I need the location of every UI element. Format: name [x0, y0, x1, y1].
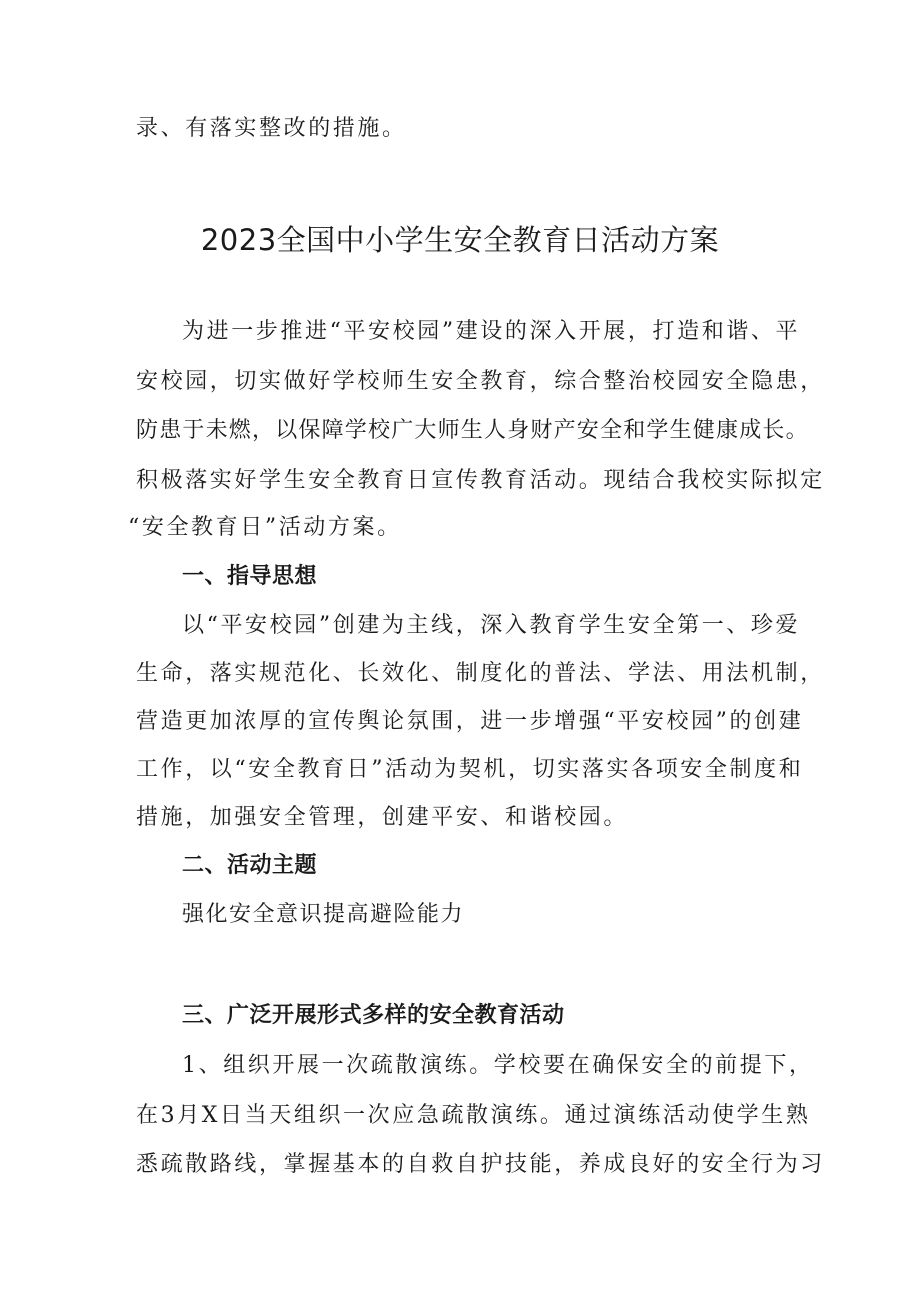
preamble-line-5: “安全教育日”活动方案。 [128, 515, 402, 540]
intro-tail-text: 录、有落实整改的措施。 [136, 116, 407, 141]
section-3-line-1: 1、组织开展一次疏散演练。学校要在确保安全的前提下， [182, 1053, 814, 1078]
section-1-line-2: 生命，落实规范化、长效化、制度化的普法、学法、用法机制， [136, 661, 825, 686]
section-1-line-5: 措施，加强安全管理，创建平安、和谐校园。 [136, 805, 629, 830]
section-1-heading: 一、指导思想 [182, 564, 318, 589]
document-title: 2023全国中小学生安全教育日活动方案 [200, 223, 720, 257]
section-2-heading: 二、活动主题 [182, 853, 318, 878]
section-3-line-2: 在3月X日当天组织一次应急疏散演练。通过演练活动使学生熟 [136, 1103, 811, 1128]
section-3-line-3: 悉疏散路线，掌握基本的自救自护技能，养成良好的安全行为习 [136, 1152, 825, 1177]
section-3-heading: 三、广泛开展形式多样的安全教育活动 [182, 1003, 565, 1028]
preamble-line-4: 积极落实好学生安全教育日宣传教育活动。现结合我校实际拟定 [136, 468, 825, 493]
section-1-line-1: 以“平安校园”创建为主线，深入教育学生安全第一、珍爱 [182, 613, 801, 638]
preamble-line-3: 防患于未燃，以保障学校广大师生人身财产安全和学生健康成长。 [136, 418, 809, 443]
section-1-line-3: 营造更加浓厚的宣传舆论氛围，进一步增强“平安校园”的创建 [136, 709, 804, 734]
section-1-line-4: 工作，以“安全教育日”活动为契机，切实落实各项安全制度和 [136, 757, 804, 782]
preamble-line-2: 安校园，切实做好学校师生安全教育，综合整治校园安全隐患， [136, 369, 825, 394]
section-2-line-1: 强化安全意识提高避险能力 [182, 902, 465, 927]
preamble-line-1: 为进一步推进“平安校园”建设的深入开展，打造和谐、平 [182, 319, 801, 344]
